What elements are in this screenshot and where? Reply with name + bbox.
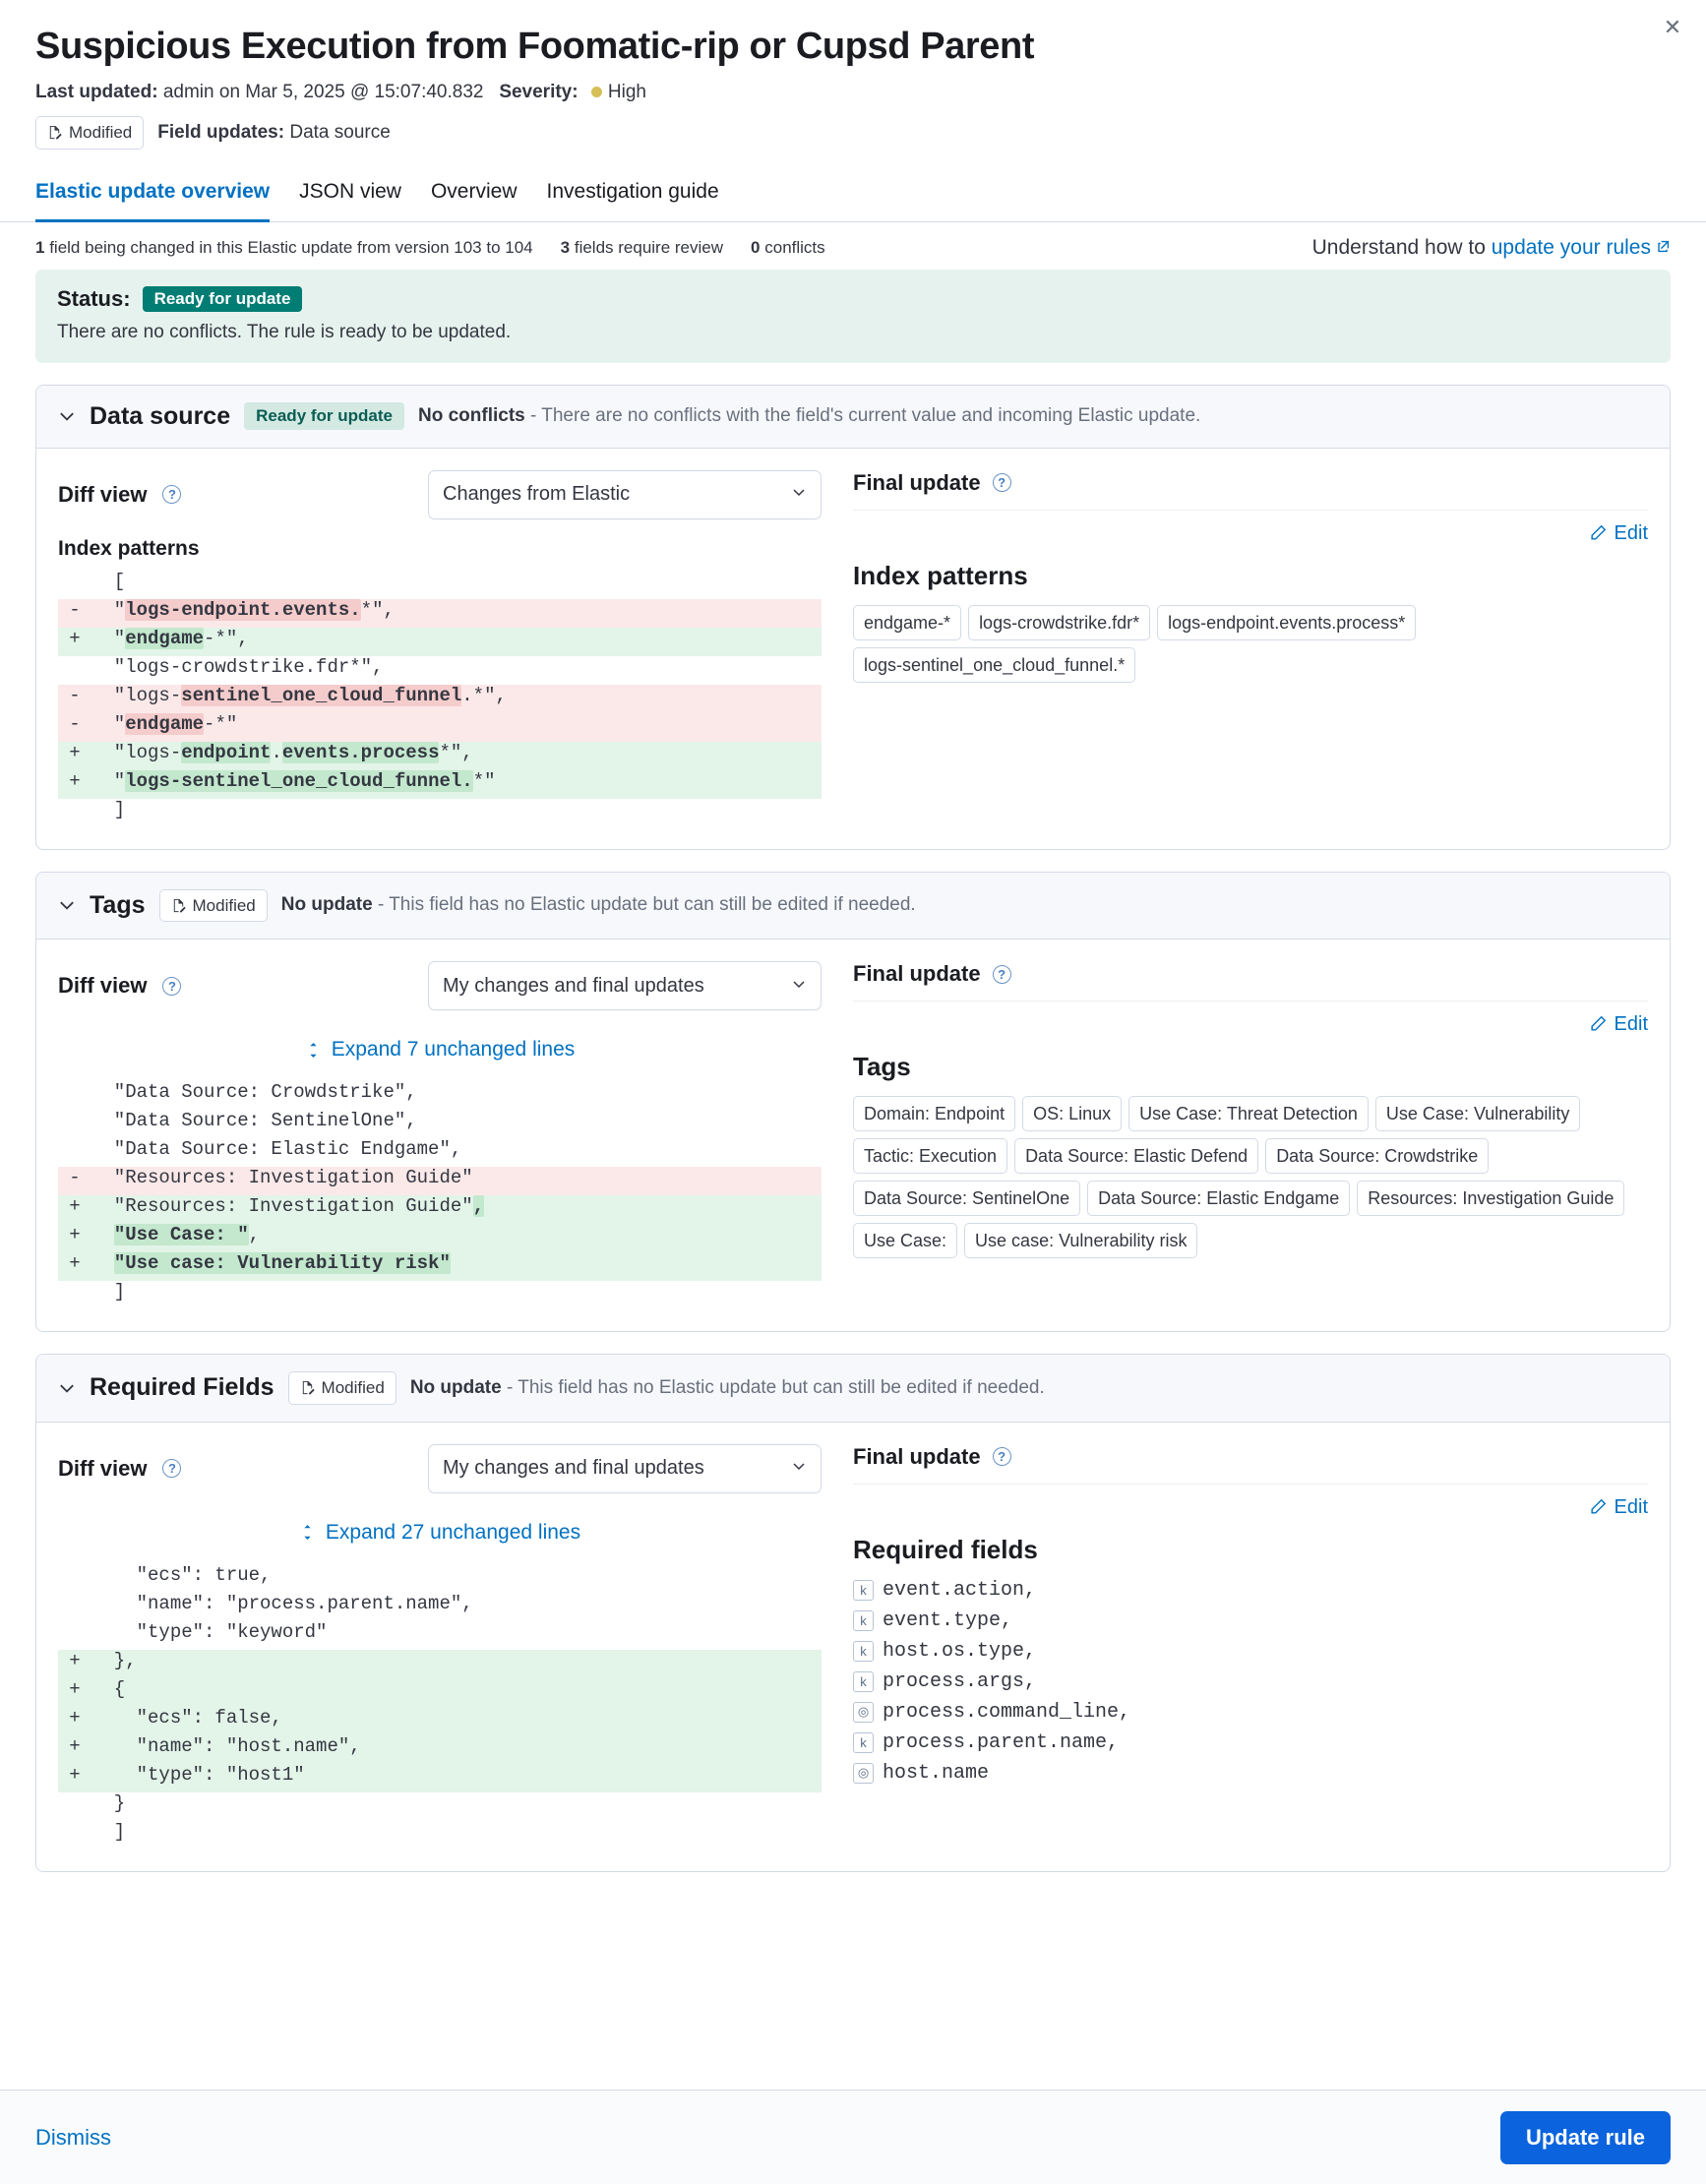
final-update-column bbox=[843, 1423, 1670, 1871]
unknown-type-icon: ◎ bbox=[853, 1702, 874, 1723]
section-note bbox=[281, 894, 916, 916]
diff-line bbox=[58, 799, 822, 827]
update-rule-button[interactable]: Update rule bbox=[1500, 2111, 1671, 2164]
required-field-item bbox=[853, 1762, 1648, 1785]
diff-line-text: ] bbox=[91, 798, 126, 820]
help-icon[interactable]: ? bbox=[162, 1459, 181, 1478]
diff-line bbox=[58, 1110, 822, 1138]
fields-changed-count: 1 bbox=[35, 237, 45, 257]
required-field-item bbox=[853, 1579, 1648, 1602]
chevron-down-icon[interactable] bbox=[58, 896, 76, 914]
diff-view-controls bbox=[58, 1444, 822, 1493]
tag-item: Data Source: Crowdstrike bbox=[1265, 1138, 1489, 1174]
fields-review-text: fields require review bbox=[574, 237, 724, 257]
diff-line-text: "Use case: Vulnerability risk" bbox=[113, 1252, 451, 1274]
diff-view-select-value: My changes and final updates bbox=[443, 1457, 704, 1479]
required-field-name: host.os.type, bbox=[883, 1639, 1037, 1663]
diff-line bbox=[58, 1195, 822, 1224]
page-title: Suspicious Execution from Foomatic-rip or Cupsd Parent bbox=[35, 26, 1035, 67]
required-field-name: process.command_line, bbox=[883, 1700, 1131, 1724]
keyword-type-icon: k bbox=[853, 1641, 874, 1662]
required-field-name: process.args, bbox=[883, 1669, 1037, 1693]
section-note-rest: - There are no conflicts with the field's current value and incoming Elastic update. bbox=[530, 405, 1201, 426]
conflicts-summary bbox=[751, 238, 825, 258]
section-status-badge: Ready for update bbox=[244, 402, 404, 430]
diff-line bbox=[58, 1678, 822, 1707]
section-tags bbox=[35, 872, 1671, 1333]
fields-review-summary bbox=[561, 238, 723, 258]
diff-line bbox=[58, 1621, 822, 1650]
section-data-source bbox=[35, 385, 1671, 850]
unknown-type-icon: ◎ bbox=[853, 1763, 874, 1784]
section-note-bold: No update bbox=[409, 1376, 502, 1398]
section-note-rest: - This field has no Elastic update but can still be edited if needed. bbox=[506, 1376, 1045, 1398]
pencil-icon bbox=[1588, 1498, 1607, 1517]
section-note bbox=[418, 405, 1200, 427]
update-your-rules-link[interactable]: update your rules bbox=[1491, 235, 1651, 259]
tag-item: logs-crowdstrike.fdr* bbox=[968, 605, 1150, 640]
help-icon[interactable]: ? bbox=[993, 1447, 1011, 1466]
header-badges bbox=[35, 116, 1671, 150]
diff-line-text: "endgame-*" bbox=[91, 712, 238, 735]
final-update-column bbox=[843, 449, 1670, 849]
diff-line-sign: + bbox=[69, 1706, 81, 1729]
diff-column bbox=[36, 940, 843, 1331]
close-icon[interactable]: ✕ bbox=[1659, 14, 1686, 41]
diff-line bbox=[58, 1821, 822, 1850]
flyout-content bbox=[0, 270, 1706, 2091]
final-update-column bbox=[843, 940, 1670, 1331]
understand-label: Understand how to bbox=[1311, 235, 1492, 259]
help-icon[interactable]: ? bbox=[162, 977, 181, 996]
diff-line bbox=[58, 742, 822, 770]
diff-view-select-value: My changes and final updates bbox=[443, 974, 704, 997]
tab-elastic-update-overview[interactable]: Elastic update overview bbox=[35, 170, 270, 222]
expand-unchanged-lines-button[interactable] bbox=[58, 1028, 822, 1077]
expand-label: Expand 27 unchanged lines bbox=[325, 1520, 581, 1544]
tag-item: Data Source: Elastic Defend bbox=[1014, 1138, 1258, 1174]
diff-line bbox=[58, 656, 822, 685]
severity-value: High bbox=[607, 82, 646, 102]
required-field-name: event.type, bbox=[883, 1608, 1013, 1632]
diff-line-sign: - bbox=[69, 712, 81, 735]
diff-view-controls bbox=[58, 470, 822, 519]
tag-item: OS: Linux bbox=[1022, 1096, 1122, 1131]
section-title: Data source bbox=[90, 401, 231, 430]
help-icon[interactable]: ? bbox=[162, 485, 181, 504]
section-modified-badge-label: Modified bbox=[192, 895, 256, 915]
diff-line-sign: + bbox=[69, 1252, 81, 1274]
required-field-item bbox=[853, 1609, 1648, 1632]
keyword-type-icon: k bbox=[853, 1610, 874, 1631]
diff-line bbox=[58, 599, 822, 628]
chevron-down-icon[interactable] bbox=[58, 1379, 76, 1397]
index-pattern-list bbox=[853, 605, 1648, 683]
diff-subtitle: Index patterns bbox=[58, 536, 200, 560]
section-note-bold: No conflicts bbox=[417, 405, 525, 426]
tag-item: Domain: Endpoint bbox=[853, 1096, 1015, 1131]
required-field-name: process.parent.name, bbox=[883, 1730, 1120, 1754]
section-note-rest: - This field has no Elastic update but can still be edited if needed. bbox=[377, 894, 916, 916]
tag-item: logs-endpoint.events.process* bbox=[1157, 605, 1416, 640]
diff-line-sign: + bbox=[69, 627, 81, 649]
section-header-tags[interactable] bbox=[36, 873, 1670, 940]
diff-view-label: Diff view bbox=[58, 481, 148, 507]
edit-button[interactable] bbox=[1588, 522, 1648, 545]
tag-item: Use case: Vulnerability risk bbox=[964, 1223, 1197, 1258]
section-note bbox=[410, 1377, 1045, 1399]
diff-view-label: Diff view bbox=[58, 973, 148, 998]
status-badge: Ready for update bbox=[143, 286, 303, 312]
tag-item: endgame-* bbox=[853, 605, 961, 640]
diff-line bbox=[58, 1650, 822, 1678]
summary-bar bbox=[0, 222, 1706, 270]
section-modified-badge-label: Modified bbox=[321, 1378, 385, 1397]
diff-tags bbox=[58, 1081, 822, 1309]
expand-icon bbox=[299, 1524, 316, 1541]
tag-item: logs-sentinel_one_cloud_funnel.* bbox=[853, 647, 1135, 683]
status-label: Status: bbox=[57, 285, 131, 311]
tab-investigation-guide[interactable]: Investigation guide bbox=[546, 179, 719, 203]
section-body-tags bbox=[36, 940, 1670, 1331]
diff-view-controls bbox=[58, 961, 822, 1010]
severity-dot-icon bbox=[591, 87, 602, 97]
section-header-data-source[interactable] bbox=[36, 386, 1670, 449]
modified-badge bbox=[35, 116, 144, 150]
final-update-label: Final update bbox=[853, 961, 981, 986]
expand-unchanged-lines-button[interactable] bbox=[58, 1511, 822, 1560]
diff-line-sign: - bbox=[69, 1167, 81, 1188]
fields-changed-text: field being changed in this Elastic update from version 103 to 104 bbox=[49, 237, 533, 257]
section-title: Tags bbox=[90, 890, 146, 919]
diff-line bbox=[58, 1564, 822, 1593]
diff-line bbox=[58, 1138, 822, 1167]
diff-line bbox=[58, 1792, 822, 1821]
external-link-icon bbox=[1656, 236, 1671, 260]
understand-rules-text bbox=[1312, 236, 1671, 260]
diff-line bbox=[58, 571, 822, 599]
edit-row bbox=[853, 522, 1648, 545]
diff-line-text: "name": "host.name", bbox=[91, 1734, 361, 1757]
flyout-footer bbox=[0, 2090, 1706, 2184]
diff-data-source bbox=[58, 571, 822, 827]
tag-item: Data Source: Elastic Endgame bbox=[1087, 1181, 1350, 1216]
final-index-patterns-title: Index patterns bbox=[853, 560, 1028, 590]
tag-item: Tactic: Execution bbox=[853, 1138, 1007, 1174]
final-update-label: Final update bbox=[853, 469, 981, 495]
diff-line-text: [ bbox=[91, 570, 126, 592]
conflicts-text: conflicts bbox=[764, 237, 825, 257]
diff-line bbox=[58, 1764, 822, 1792]
diff-line bbox=[58, 628, 822, 656]
diff-line-sign: + bbox=[69, 1734, 81, 1757]
required-field-item bbox=[853, 1640, 1648, 1663]
required-field-item bbox=[853, 1670, 1648, 1693]
diff-view-select-value: Changes from Elastic bbox=[443, 483, 631, 505]
diff-line-text: "name": "process.parent.name", bbox=[91, 1592, 473, 1614]
tag-item: Resources: Investigation Guide bbox=[1357, 1181, 1624, 1216]
fields-review-count: 3 bbox=[560, 237, 571, 257]
diff-line bbox=[58, 1707, 822, 1735]
diff-line-sign: + bbox=[69, 1763, 81, 1786]
tab-overview[interactable]: Overview bbox=[430, 179, 518, 203]
diff-line-text: } bbox=[91, 1791, 126, 1814]
tag-item: Data Source: SentinelOne bbox=[853, 1181, 1080, 1216]
diff-line bbox=[58, 1281, 822, 1309]
last-updated-line bbox=[35, 82, 1671, 103]
diff-line-text: "Data Source: Crowdstrike", bbox=[91, 1081, 417, 1103]
field-updates-value: Data source bbox=[289, 121, 391, 143]
document-edit-icon bbox=[300, 1380, 315, 1395]
dismiss-button[interactable]: Dismiss bbox=[35, 2124, 111, 2150]
diff-line-text: "Use Case: ", bbox=[113, 1224, 261, 1245]
tag-item: Use Case: Threat Detection bbox=[1128, 1096, 1369, 1131]
diff-line-sign: + bbox=[69, 1195, 81, 1217]
diff-line bbox=[58, 685, 822, 713]
keyword-type-icon: k bbox=[853, 1671, 874, 1692]
pencil-icon bbox=[1588, 1015, 1607, 1034]
diff-line-text: "endgame-*", bbox=[91, 627, 249, 649]
edit-button[interactable] bbox=[1588, 1013, 1648, 1036]
keyword-type-icon: k bbox=[853, 1580, 874, 1601]
edit-row bbox=[853, 1496, 1648, 1519]
diff-line bbox=[58, 1081, 822, 1110]
diff-line-text: "Data Source: SentinelOne", bbox=[91, 1110, 417, 1131]
edit-button-label: Edit bbox=[1614, 1495, 1648, 1518]
conflicts-count: 0 bbox=[751, 237, 761, 257]
chevron-down-icon bbox=[791, 1457, 807, 1480]
tag-item: Use Case: bbox=[853, 1223, 957, 1258]
section-modified-badge bbox=[159, 889, 268, 923]
section-note-bold: No update bbox=[280, 894, 373, 916]
modified-badge-label: Modified bbox=[69, 123, 133, 142]
diff-line bbox=[58, 713, 822, 742]
diff-column bbox=[36, 1423, 843, 1871]
required-field-list bbox=[853, 1579, 1648, 1785]
diff-line bbox=[58, 770, 822, 799]
last-updated-label: Last updated: bbox=[35, 82, 158, 102]
diff-line-text: "logs-sentinel_one_cloud_funnel.*" bbox=[91, 769, 496, 792]
chevron-down-icon[interactable] bbox=[58, 407, 76, 425]
diff-view-select[interactable] bbox=[428, 1444, 822, 1493]
final-update-header bbox=[853, 961, 1648, 1001]
final-tags-title: Tags bbox=[853, 1052, 911, 1081]
required-field-item bbox=[853, 1731, 1648, 1754]
diff-column bbox=[36, 449, 843, 849]
diff-line-text: "logs-sentinel_one_cloud_funnel.*", bbox=[91, 684, 507, 706]
final-update-header bbox=[853, 1444, 1648, 1485]
document-edit-icon bbox=[171, 898, 186, 913]
help-icon[interactable]: ? bbox=[993, 473, 1011, 492]
diff-line-text: "ecs": false, bbox=[91, 1706, 282, 1729]
diff-line-sign: + bbox=[69, 1224, 81, 1245]
diff-line bbox=[58, 1252, 822, 1281]
diff-line bbox=[58, 1167, 822, 1195]
diff-line bbox=[58, 1735, 822, 1764]
pencil-icon bbox=[1588, 524, 1607, 543]
severity-label: Severity: bbox=[499, 82, 579, 102]
last-updated-value: admin on Mar 5, 2025 @ 15:07:40.832 bbox=[162, 82, 484, 102]
section-body-required-fields bbox=[36, 1423, 1670, 1871]
flyout-header bbox=[0, 0, 1706, 169]
chevron-down-icon bbox=[791, 975, 807, 998]
diff-required-fields bbox=[58, 1564, 822, 1850]
section-header-required-fields[interactable] bbox=[36, 1355, 1670, 1423]
diff-line-text: }, bbox=[91, 1649, 137, 1671]
diff-line-sign: + bbox=[69, 741, 81, 763]
section-body-data-source bbox=[36, 449, 1670, 849]
tag-item: Use Case: Vulnerability bbox=[1375, 1096, 1580, 1131]
required-field-name: event.action, bbox=[883, 1578, 1037, 1602]
diff-line-text: "logs-endpoint.events.process*", bbox=[91, 741, 473, 763]
diff-line-text: "ecs": true, bbox=[91, 1563, 272, 1586]
expand-icon bbox=[305, 1042, 322, 1059]
field-updates-label: Field updates: bbox=[157, 121, 285, 143]
required-field-name: host.name bbox=[883, 1761, 990, 1785]
edit-button-label: Edit bbox=[1614, 521, 1648, 544]
keyword-type-icon: k bbox=[853, 1732, 874, 1753]
tab-json-view[interactable]: JSON view bbox=[299, 179, 401, 203]
section-modified-badge bbox=[288, 1371, 396, 1405]
diff-line-text: "type": "host1" bbox=[91, 1763, 305, 1786]
section-required-fields bbox=[35, 1354, 1671, 1872]
diff-line-text: ] bbox=[91, 1820, 126, 1843]
help-icon[interactable]: ? bbox=[993, 965, 1011, 984]
document-edit-icon bbox=[47, 125, 62, 140]
diff-line-sign: + bbox=[69, 769, 81, 792]
expand-label: Expand 7 unchanged lines bbox=[331, 1038, 576, 1061]
edit-button-label: Edit bbox=[1614, 1013, 1648, 1035]
diff-view-select[interactable] bbox=[428, 961, 822, 1010]
chevron-down-icon bbox=[791, 483, 807, 506]
final-update-label: Final update bbox=[853, 1443, 981, 1469]
status-callout bbox=[35, 270, 1671, 363]
diff-view-label: Diff view bbox=[58, 1455, 148, 1481]
diff-line-text: ] bbox=[91, 1281, 126, 1303]
diff-line-text: "Resources: Investigation Guide", bbox=[91, 1195, 485, 1217]
diff-line-sign: - bbox=[69, 598, 81, 621]
field-updates bbox=[157, 122, 391, 144]
diff-line bbox=[58, 1593, 822, 1621]
tab-bar bbox=[0, 169, 1706, 222]
edit-row bbox=[853, 1013, 1648, 1036]
diff-line-text: "type": "keyword" bbox=[91, 1620, 328, 1643]
tag-list bbox=[853, 1096, 1648, 1258]
diff-line-sign: + bbox=[69, 1677, 81, 1700]
diff-line-text: "logs-crowdstrike.fdr*", bbox=[91, 655, 384, 678]
status-description: There are no conflicts. The rule is ready to be updated. bbox=[57, 321, 512, 342]
diff-line bbox=[58, 1224, 822, 1252]
diff-line-text: "Data Source: Elastic Endgame", bbox=[91, 1138, 462, 1160]
diff-line-sign: - bbox=[69, 684, 81, 706]
diff-line-text: { bbox=[91, 1677, 126, 1700]
diff-line-text: "logs-endpoint.events.*", bbox=[91, 598, 395, 621]
diff-line-text: "Resources: Investigation Guide" bbox=[91, 1167, 473, 1188]
required-field-item bbox=[853, 1701, 1648, 1724]
section-title: Required Fields bbox=[90, 1373, 274, 1402]
final-required-fields-title: Required fields bbox=[853, 1534, 1038, 1564]
edit-button[interactable] bbox=[1588, 1496, 1648, 1519]
fields-changed-summary bbox=[35, 238, 533, 258]
final-update-header bbox=[853, 470, 1648, 511]
diff-line-sign: + bbox=[69, 1649, 81, 1671]
diff-view-select[interactable] bbox=[428, 470, 822, 519]
